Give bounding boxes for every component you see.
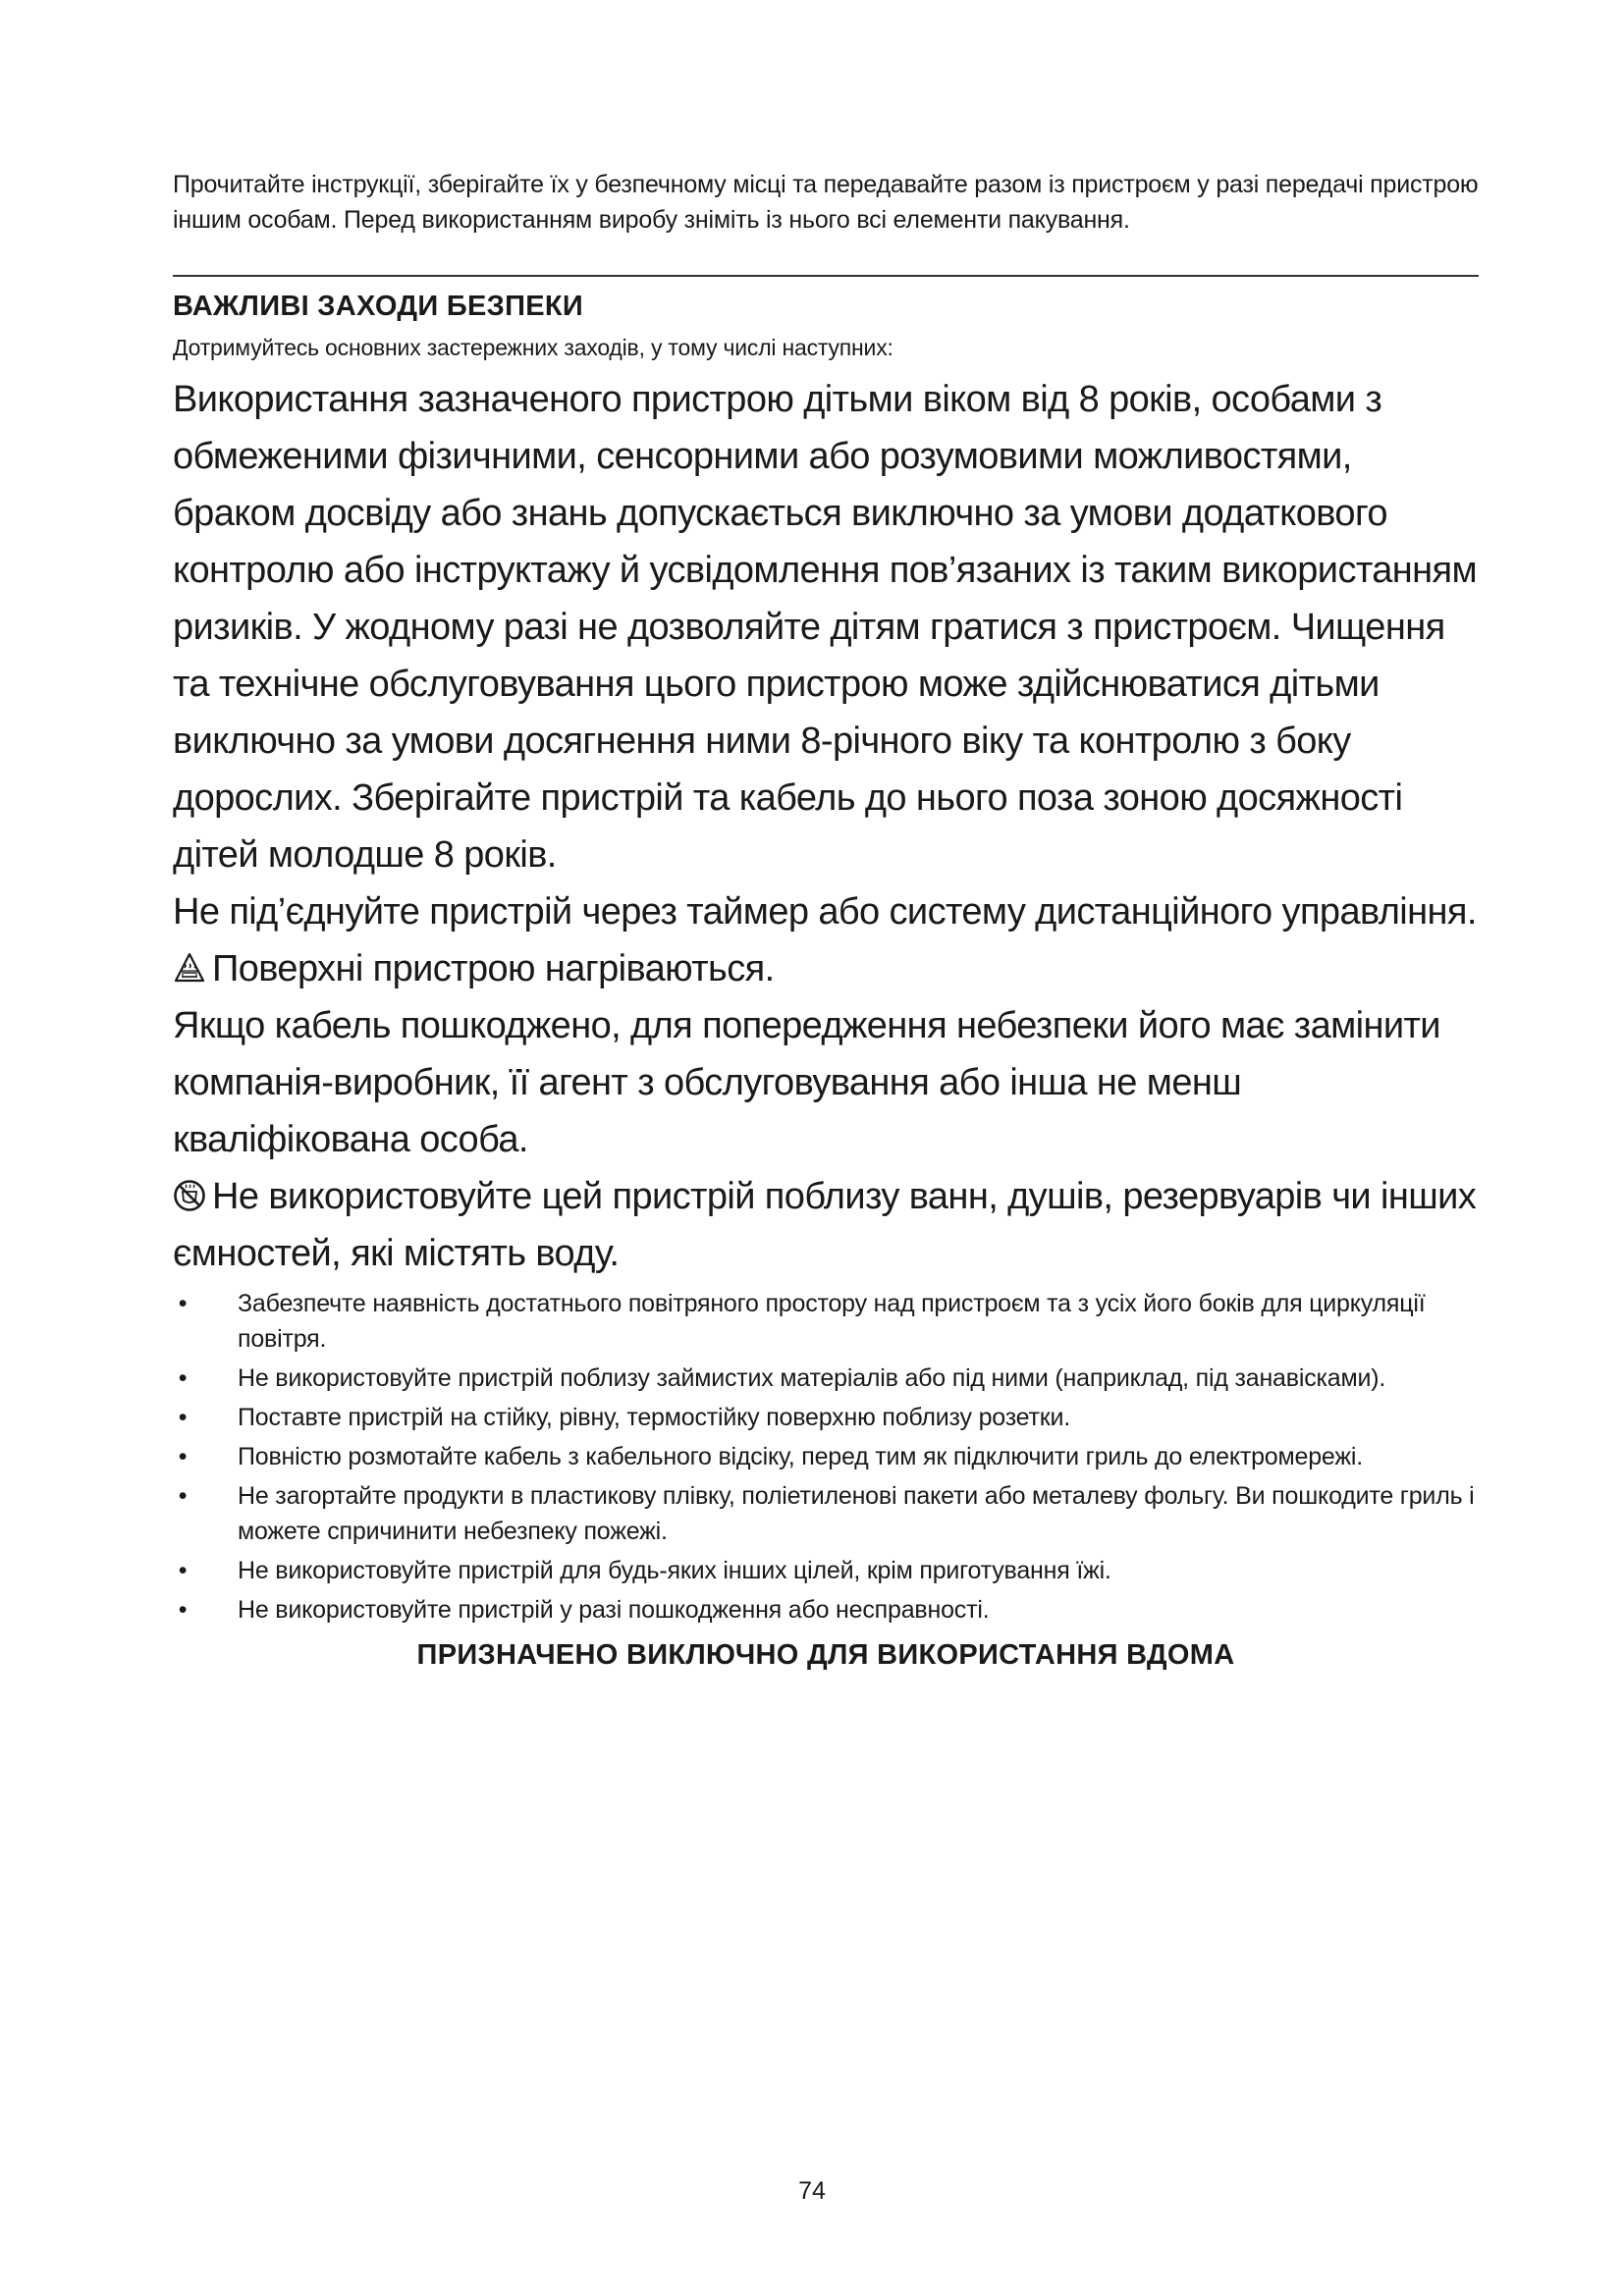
warning-children: Використання зазначеного пристрою дітьми віком від 8 років, особами з обмеженими фізичними, сенсорними або розумовими можливостями, браком досвіду або знань допускається виключно за умови додаткового контролю або інструктажу й усвідомлення пов’язаних із таким використанням ризиків. У жодному разі не дозволяйте дітям гратися з пристроєм. Чищення та технічне обслуговування цього пристрою може здійснюватися дітьми виключно за умови досягнення ними 8-річного віку та контролю з боку дорослих. Зберігайте пристрій та кабель до нього поза зоною досяжності дітей молодше 8 років. — [173, 379, 1478, 876]
bullet-marker: • — [178, 1482, 188, 1510]
list-item: • Поставте пристрій на стійку, рівну, термостійку поверхню поблизу розетки. — [173, 1400, 1479, 1435]
list-item: • Не використовуйте пристрій поблизу займистих матеріалів або під ними (наприклад, під занавісками). — [173, 1361, 1479, 1396]
water-warning-text: Не використовуйте цей пристрій поблизу ванн, душів, резервуарів чи інших ємностей, які містять воду. — [173, 1176, 1477, 1274]
bullet-marker: • — [178, 1596, 188, 1624]
section-subtitle: Дотримуйтесь основних застережних заходів, у тому числі наступних: — [173, 335, 893, 360]
section-title: ВАЖЛИВІ ЗАХОДИ БЕЗПЕКИ — [173, 291, 584, 322]
list-item: • Не використовуйте пристрій для будь-яких інших цілей, крім приготування їжі. — [173, 1553, 1479, 1588]
household-use-note: ПРИЗНАЧЕНО ВИКЛЮЧНО ДЛЯ ВИКОРИСТАННЯ ВДОМА — [416, 1639, 1235, 1671]
bullet-marker: • — [178, 1404, 188, 1431]
warning-cable: Якщо кабель пошкоджено, для попередження небезпеки його має замінити компанія-виробник, її агент з обслуговування або інша не менш кваліфікована особа. — [173, 1005, 1440, 1160]
section-divider — [173, 275, 1479, 277]
list-item: • Не загортайте продукти в пластикову плівку, поліетиленові пакети або металеву фольгу. Ви пошкодите гриль і можете спричинити небезпеку пожежі. — [173, 1478, 1479, 1549]
bullet-marker: • — [178, 1290, 188, 1317]
warning-hot-surface — [173, 940, 1479, 997]
bullet-marker: • — [178, 1443, 188, 1470]
key-warnings — [173, 371, 1479, 1282]
list-item: • Не використовуйте пристрій у разі пошкодження або несправності. — [173, 1592, 1479, 1628]
no-water-icon — [173, 1172, 206, 1205]
list-item: • Забезпечте наявність достатнього повітряного простору над пристроєм та з усіх його боків для циркуляції повітря. — [173, 1286, 1479, 1357]
hot-surface-text: Поверхні пристрою нагріваються. — [212, 948, 775, 989]
page-number: 74 — [798, 2177, 826, 2205]
hot-surface-warning-icon — [173, 944, 206, 978]
bullet-marker: • — [178, 1557, 188, 1584]
safety-bullet-list — [173, 1286, 1479, 1628]
list-item: • Повністю розмотайте кабель з кабельного відсіку, перед тим як підключити гриль до електромережі. — [173, 1439, 1479, 1474]
bullet-marker: • — [178, 1364, 188, 1392]
warning-water — [173, 1168, 1479, 1282]
warning-timer: Не під’єднуйте пристрій через таймер або систему дистанційного управління. — [173, 891, 1477, 933]
intro-paragraph: Прочитайте інструкції, зберігайте їх у безпечному місці та передавайте разом із пристроєм у разі передачі пристрою іншим особам. Перед використанням виробу зніміть із нього всі елементи пакування. — [173, 171, 1479, 234]
document-page — [173, 167, 1479, 1675]
